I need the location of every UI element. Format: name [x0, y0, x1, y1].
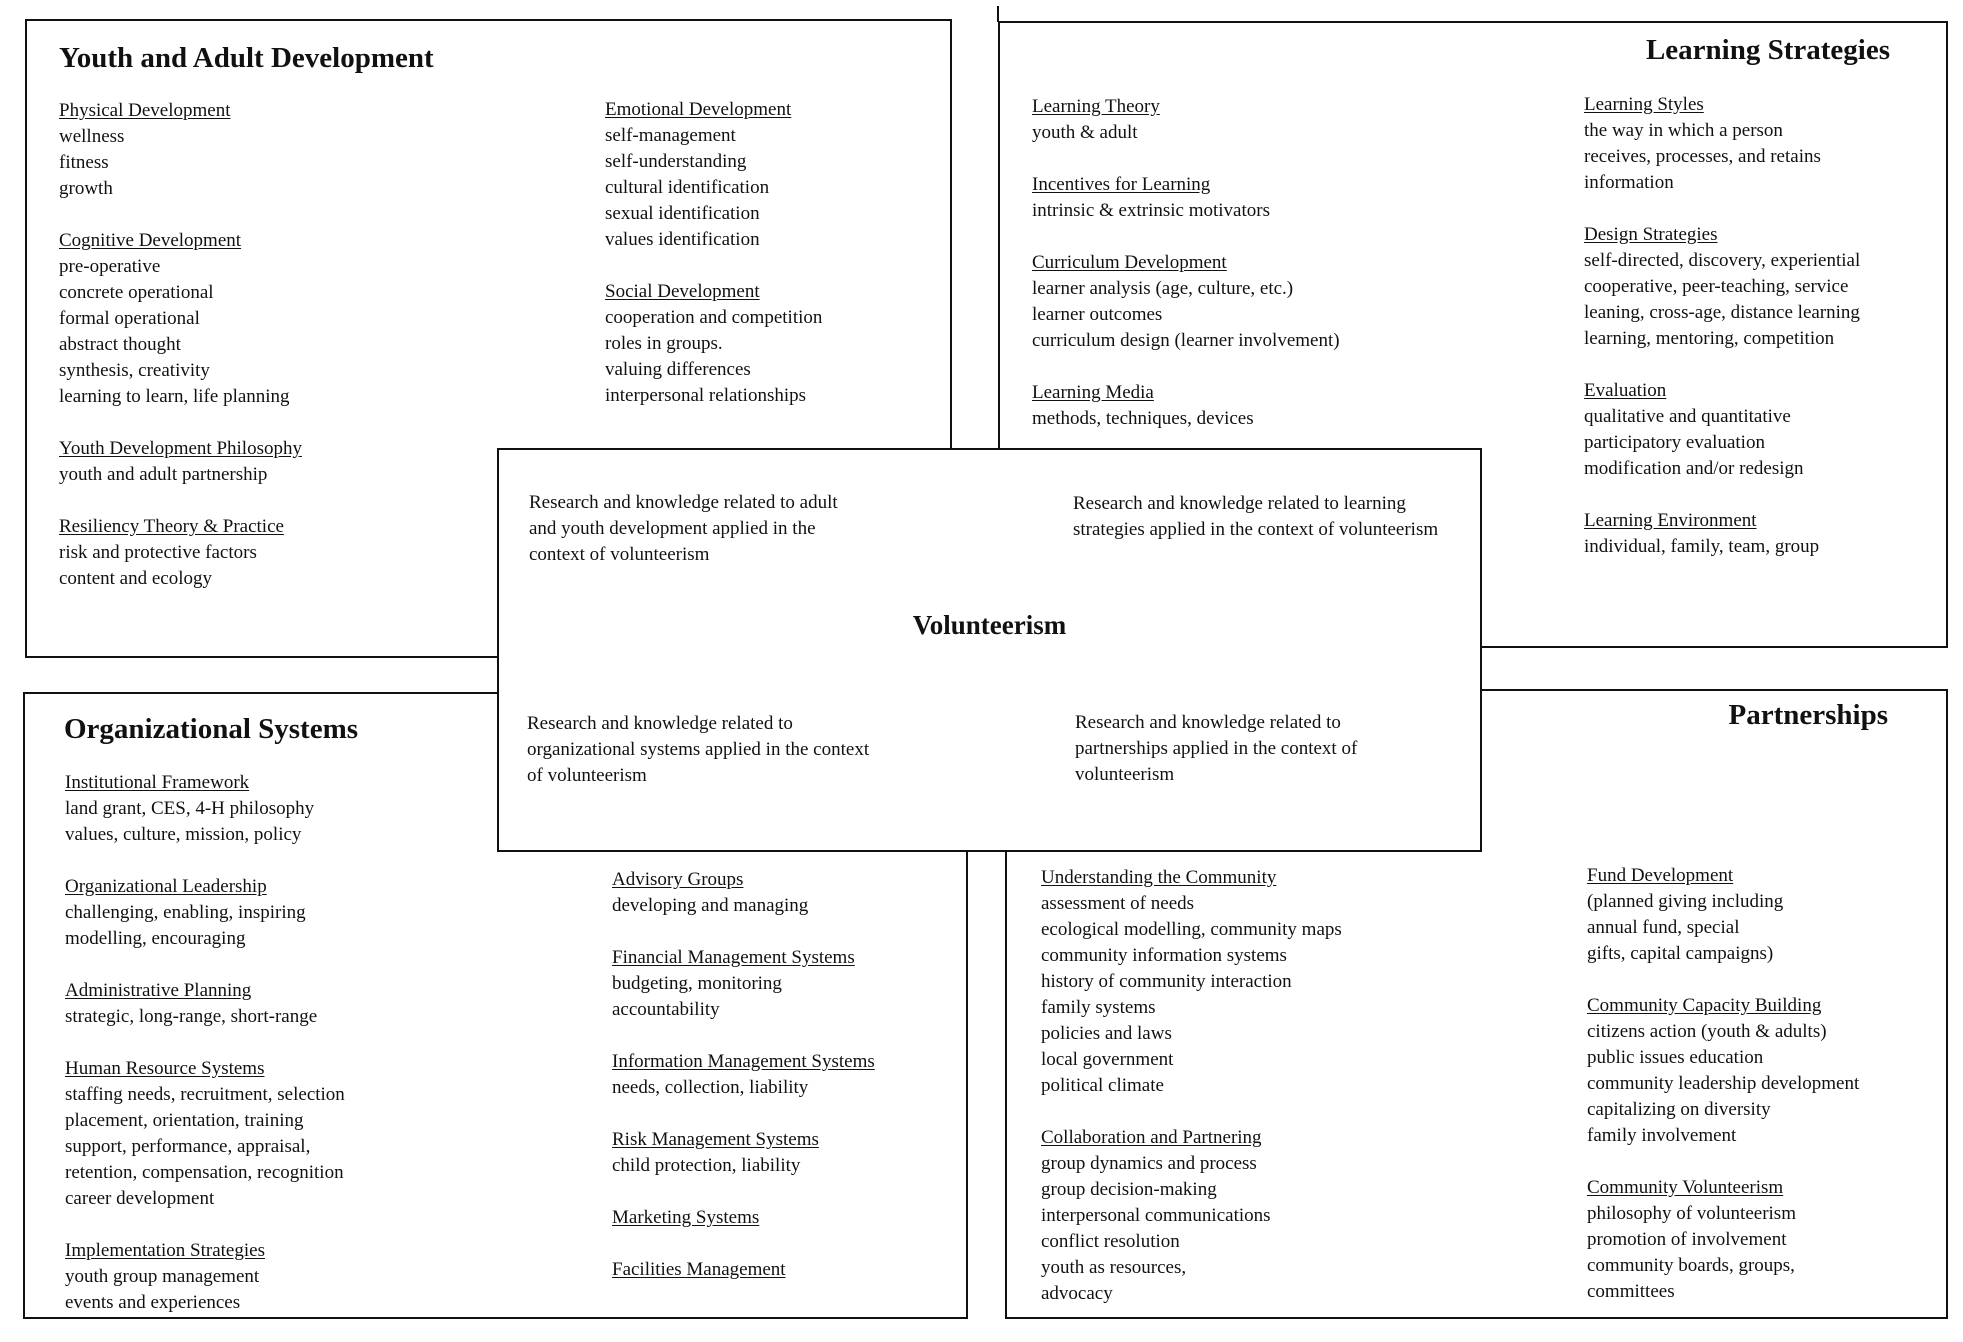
topic-item: pre-operative: [59, 256, 161, 277]
topic-group: [59, 228, 302, 410]
topic-item: cooperative, peer-teaching, service: [1584, 276, 1849, 297]
topic-heading: Marketing Systems: [612, 1207, 760, 1228]
topic-item: risk and protective factors: [59, 542, 257, 563]
topic-group: [65, 1056, 345, 1212]
topic-item: receives, processes, and retains: [1584, 146, 1821, 167]
topic-item: challenging, enabling, inspiring: [65, 902, 306, 923]
topic-item: family systems: [1041, 997, 1156, 1018]
topic-item: advocacy: [1041, 1283, 1113, 1304]
topic-item: youth and adult partnership: [59, 464, 268, 485]
topic-item: placement, orientation, training: [65, 1110, 304, 1131]
learning-column-2: [1584, 92, 1860, 586]
topic-item: qualitative and quantitative: [1584, 406, 1791, 427]
topic-heading: Community Capacity Building: [1587, 995, 1822, 1016]
topic-item: community information systems: [1041, 945, 1287, 966]
topic-item: cooperation and competition: [605, 307, 823, 328]
topic-group: [612, 867, 875, 919]
topic-group: [605, 97, 822, 253]
topic-group: [1587, 863, 1859, 967]
youth-column-2: [605, 97, 822, 435]
topic-item: intrinsic & extrinsic motivators: [1032, 200, 1270, 221]
topic-group: [1584, 378, 1860, 482]
topic-item: synthesis, creativity: [59, 360, 210, 381]
topic-item: learning to learn, life planning: [59, 386, 290, 407]
topic-item: methods, techniques, devices: [1032, 408, 1254, 429]
topic-heading: Learning Media: [1032, 382, 1154, 403]
topic-item: family involvement: [1587, 1125, 1737, 1146]
topic-group: [65, 1238, 345, 1316]
topic-item: leaning, cross-age, distance learning: [1584, 302, 1860, 323]
stray-line: [997, 6, 999, 22]
topic-item: youth & adult: [1032, 122, 1138, 143]
topic-item: child protection, liability: [612, 1155, 801, 1176]
topic-heading: Fund Development: [1587, 865, 1734, 886]
topic-heading: Human Resource Systems: [65, 1058, 265, 1079]
learning-column-1: [1032, 94, 1340, 458]
topic-item: philosophy of volunteerism: [1587, 1203, 1796, 1224]
topic-item: budgeting, monitoring: [612, 973, 782, 994]
topic-heading: Cognitive Development: [59, 230, 242, 251]
topic-group: [605, 279, 822, 409]
topic-item: local government: [1041, 1049, 1174, 1070]
topic-item: concrete operational: [59, 282, 214, 303]
topic-heading: Advisory Groups: [612, 869, 744, 890]
topic-group: [65, 978, 345, 1030]
topic-item: abstract thought: [59, 334, 181, 355]
topic-group: [1032, 250, 1340, 354]
topic-item: strategic, long-range, short-range: [65, 1006, 318, 1027]
organizational-systems-title: Organizational Systems: [64, 713, 359, 745]
topic-group: [612, 1257, 875, 1283]
topic-group: [65, 770, 345, 848]
topic-item: needs, collection, liability: [612, 1077, 809, 1098]
topic-item: (planned giving including: [1587, 891, 1784, 912]
topic-item: growth: [59, 178, 113, 199]
topic-item: policies and laws: [1041, 1023, 1172, 1044]
topic-heading: Risk Management Systems: [612, 1129, 819, 1150]
topic-group: [65, 874, 345, 952]
topic-group: [1587, 1175, 1859, 1305]
volunteerism-title: Volunteerism: [912, 610, 1067, 640]
topic-item: individual, family, team, group: [1584, 536, 1820, 557]
topic-item: self-understanding: [605, 151, 747, 172]
topic-item: assessment of needs: [1041, 893, 1195, 914]
topic-item: support, performance, appraisal,: [65, 1136, 311, 1157]
topic-item: interpersonal relationships: [605, 385, 807, 406]
topic-item: values identification: [605, 229, 760, 250]
organizational-column-2: [612, 867, 875, 1309]
topic-heading: Learning Environment: [1584, 510, 1757, 531]
topic-item: land grant, CES, 4-H philosophy: [65, 798, 315, 819]
topic-item: citizens action (youth & adults): [1587, 1021, 1827, 1042]
topic-item: accountability: [612, 999, 720, 1020]
topic-item: staffing needs, recruitment, selection: [65, 1084, 345, 1105]
topic-item: community boards, groups,: [1587, 1255, 1795, 1276]
topic-group: [1032, 172, 1340, 224]
topic-item: group decision-making: [1041, 1179, 1217, 1200]
topic-heading: Organizational Leadership: [65, 876, 267, 897]
topic-item: formal operational: [59, 308, 200, 329]
topic-group: [612, 1049, 875, 1101]
topic-item: retention, compensation, recognition: [65, 1162, 344, 1183]
quadrant-text-learning: Research and knowledge related to learning strategies applied in the context of volunteerism: [1073, 493, 1439, 540]
topic-heading: Social Development: [605, 281, 760, 302]
topic-group: [59, 436, 302, 488]
topic-heading: Learning Styles: [1584, 94, 1704, 115]
topic-item: content and ecology: [59, 568, 213, 589]
topic-group: [1584, 222, 1860, 352]
topic-item: learner outcomes: [1032, 304, 1163, 325]
topic-group: [1032, 94, 1340, 146]
topic-item: learning, mentoring, competition: [1584, 328, 1835, 349]
partnerships-title: Partnerships: [1728, 699, 1888, 731]
topic-item: committees: [1587, 1281, 1675, 1302]
topic-heading: Curriculum Development: [1032, 252, 1227, 273]
topic-heading: Information Management Systems: [612, 1051, 875, 1072]
topic-item: the way in which a person: [1584, 120, 1783, 141]
quadrant-text-organizational: Research and knowledge related to organizational systems applied in the context of volunteerism: [527, 713, 870, 786]
topic-heading: Implementation Strategies: [65, 1240, 265, 1261]
topic-heading: Resiliency Theory & Practice: [59, 516, 284, 537]
quadrant-text-partnerships: Research and knowledge related to partnerships applied in the context of volunteerism: [1075, 712, 1358, 785]
topic-heading: Institutional Framework: [65, 772, 250, 793]
topic-item: group dynamics and process: [1041, 1153, 1257, 1174]
topic-item: community leadership development: [1587, 1073, 1860, 1094]
topic-item: modelling, encouraging: [65, 928, 246, 949]
topic-item: youth as resources,: [1041, 1257, 1187, 1278]
topic-heading: Financial Management Systems: [612, 947, 855, 968]
topic-item: self-management: [605, 125, 736, 146]
partnerships-column-1: [1041, 865, 1342, 1333]
topic-item: capitalizing on diversity: [1587, 1099, 1771, 1120]
youth-column-1: [59, 98, 302, 618]
topic-heading: Physical Development: [59, 100, 231, 121]
topic-group: [612, 1205, 875, 1231]
topic-item: ecological modelling, community maps: [1041, 919, 1342, 940]
topic-item: gifts, capital campaigns): [1587, 943, 1774, 964]
topic-item: values, culture, mission, policy: [65, 824, 302, 845]
topic-heading: Design Strategies: [1584, 224, 1718, 245]
organizational-column-1: [65, 770, 345, 1342]
topic-item: interpersonal communications: [1041, 1205, 1271, 1226]
topic-group: [1587, 993, 1859, 1149]
topic-heading: Emotional Development: [605, 99, 792, 120]
topic-item: youth group management: [65, 1266, 260, 1287]
topic-group: [1032, 380, 1340, 432]
volunteerism-center-box: [497, 448, 1482, 852]
youth-development-title: Youth and Adult Development: [59, 42, 434, 74]
topic-heading: Evaluation: [1584, 380, 1667, 401]
topic-item: fitness: [59, 152, 109, 173]
topic-item: wellness: [59, 126, 125, 147]
topic-heading: Collaboration and Partnering: [1041, 1127, 1262, 1148]
quadrant-text-youth: Research and knowledge related to adult and youth development applied in the context of volunteerism: [529, 492, 838, 565]
topic-item: learner analysis (age, culture, etc.): [1032, 278, 1294, 299]
topic-group: [1584, 508, 1860, 560]
topic-item: curriculum design (learner involvement): [1032, 330, 1340, 351]
topic-item: career development: [65, 1188, 215, 1209]
learning-strategies-title: Learning Strategies: [1645, 34, 1890, 66]
partnerships-column-2: [1587, 863, 1859, 1331]
topic-item: political climate: [1041, 1075, 1164, 1096]
topic-heading: Learning Theory: [1032, 96, 1160, 117]
topic-item: developing and managing: [612, 895, 809, 916]
topic-item: roles in groups.: [605, 333, 723, 354]
topic-heading: Incentives for Learning: [1032, 174, 1211, 195]
topic-item: events and experiences: [65, 1292, 241, 1313]
topic-group: [1584, 92, 1860, 196]
topic-item: promotion of involvement: [1587, 1229, 1787, 1250]
topic-group: [1041, 865, 1342, 1099]
topic-item: sexual identification: [605, 203, 760, 224]
topic-item: information: [1584, 172, 1674, 193]
topic-item: cultural identification: [605, 177, 770, 198]
topic-group: [59, 98, 302, 202]
topic-group: [612, 1127, 875, 1179]
topic-item: public issues education: [1587, 1047, 1764, 1068]
topic-heading: Understanding the Community: [1041, 867, 1277, 888]
topic-item: participatory evaluation: [1584, 432, 1765, 453]
topic-heading: Facilities Management: [612, 1259, 786, 1280]
topic-item: valuing differences: [605, 359, 751, 380]
topic-item: conflict resolution: [1041, 1231, 1180, 1252]
topic-item: annual fund, special: [1587, 917, 1740, 938]
topic-item: history of community interaction: [1041, 971, 1292, 992]
topic-item: modification and/or redesign: [1584, 458, 1804, 479]
topic-group: [59, 514, 302, 592]
topic-item: self-directed, discovery, experiential: [1584, 250, 1861, 271]
topic-heading: Administrative Planning: [65, 980, 252, 1001]
topic-group: [1041, 1125, 1342, 1307]
topic-heading: Youth Development Philosophy: [59, 438, 302, 459]
topic-heading: Community Volunteerism: [1587, 1177, 1784, 1198]
topic-group: [612, 945, 875, 1023]
